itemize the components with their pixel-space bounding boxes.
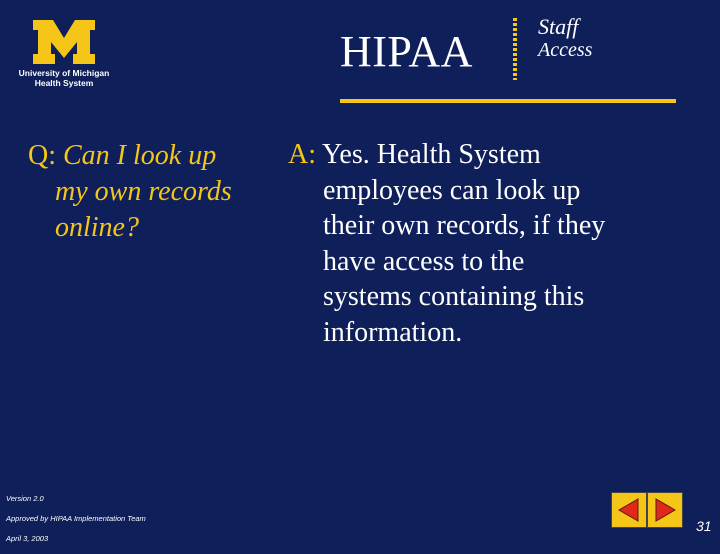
answer-line-2: employees can look up	[323, 174, 581, 206]
slide-title: HIPAA	[340, 27, 473, 76]
left-arrow-icon	[612, 493, 646, 527]
answer-line-1: Yes. Health System	[321, 139, 541, 170]
right-arrow-icon	[648, 493, 682, 527]
staff-label: Staff	[538, 14, 579, 39]
page-number: 31	[696, 518, 712, 534]
block-m-icon	[31, 18, 97, 66]
question-line-2: my own records	[55, 176, 232, 207]
date-text: April 3, 2003	[6, 534, 49, 543]
question-marker: Q:	[28, 140, 56, 171]
header-rule	[340, 99, 676, 103]
answer-block	[288, 137, 678, 350]
answer-line-6: information.	[323, 316, 463, 348]
logo-university-text: University of Michigan	[18, 68, 110, 78]
answer-marker: A:	[288, 139, 316, 170]
answer-line-5: systems containing this	[323, 281, 585, 312]
previous-slide-button[interactable]	[611, 492, 647, 528]
footer-info	[6, 494, 146, 554]
logo-health-system-text: Health System	[34, 78, 94, 88]
next-slide-button[interactable]	[647, 492, 683, 528]
version-text: Version 2.0	[6, 494, 44, 503]
approved-text: Approved by HIPAA Implementation Team	[6, 514, 146, 523]
question-line-3: online?	[55, 212, 139, 243]
answer-line-3: their own records, if they	[323, 210, 606, 241]
question-line-1: Can I look up	[63, 140, 217, 171]
answer-line-4: have access to the	[323, 245, 525, 277]
access-label: Access	[538, 39, 593, 61]
audience-label	[538, 16, 592, 62]
question-block	[28, 138, 278, 246]
title-divider	[513, 18, 517, 80]
university-logo	[16, 18, 112, 88]
